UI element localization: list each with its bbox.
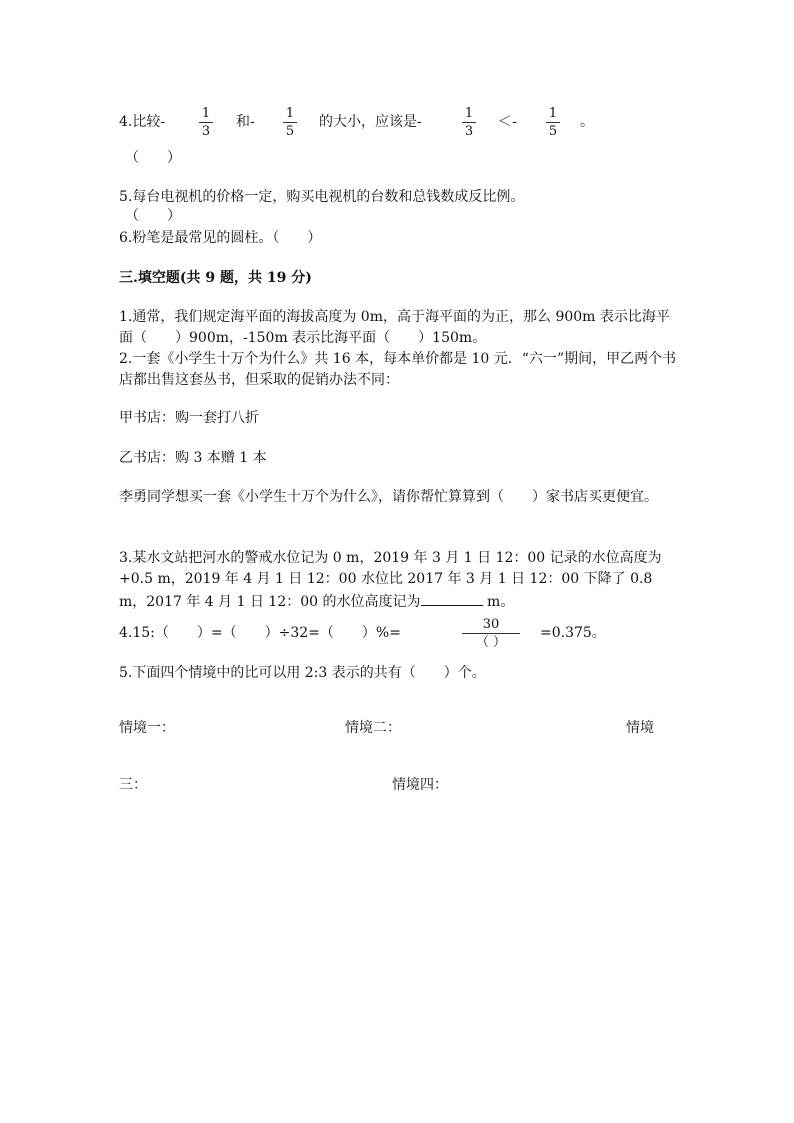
scenario-one-label: 情境一：: [119, 720, 175, 736]
fill-q3-text: 3.某水文站把河水的警戒水位记为 0 m，2019 年 3 月 1 日 12：00 记录的水位高度为+0.5 m，2019 年 4 月 1 日 12：00 水位比 2017 年 3 月 1 日 12：00 下降了 0.8 m，2017 年 4 月 1 日 12：00 的水位高度记为: [119, 550, 662, 610]
judge-q4-answer-paren[interactable]: （ ）: [125, 150, 181, 166]
fraction-numerator: 1: [285, 106, 295, 121]
fill-q2-shop-b: 乙书店：购 3 本赠 1 本: [119, 450, 267, 466]
judge-q4-and: 和-: [236, 114, 255, 130]
fraction-one-fifth-a: [282, 106, 298, 139]
scenario-two-label: 情境二：: [345, 720, 401, 736]
fraction-denominator[interactable]: （ ）: [475, 635, 507, 650]
judge-q5-answer-paren[interactable]: （ ）: [125, 208, 181, 224]
judge-q6-text[interactable]: 6.粉笔是最常见的圆柱。（ ）: [119, 230, 322, 246]
fraction-bar: [546, 122, 560, 123]
fraction-denominator: 3: [201, 124, 211, 139]
fraction-denominator: 5: [548, 124, 558, 139]
fraction-thirty-over-blank: [462, 617, 520, 650]
judge-q4-less-than: ＜-: [498, 114, 517, 130]
fill-q4-suffix: =0.375。: [540, 625, 606, 641]
fill-q3-answer-blank[interactable]: [421, 590, 483, 606]
fraction-one-third-a: [198, 106, 214, 139]
fill-q2-question: 李勇同学想买一套《小学生十万个为什么》，请你帮忙算算到（ ）家书店买更便宜。: [119, 489, 658, 505]
judge-q4-prefix: 4.比较-: [119, 114, 166, 130]
fill-q1-text: 1.通常，我们规定海平面的海拔高度为 0m，高于海平面的为正，那么 900m 表示比海平面（ ）900m，-150m 表示比海平面（ ）150m。: [119, 309, 670, 346]
fraction-denominator: 5: [285, 124, 295, 139]
fraction-bar: [462, 633, 520, 634]
scenario-four-label: 情境四：: [392, 777, 448, 793]
judge-q4-middle: 的大小，应该是-: [319, 114, 422, 130]
fraction-numerator: 30: [482, 617, 500, 632]
fraction-bar: [283, 122, 297, 123]
fraction-denominator: 3: [464, 124, 474, 139]
fill-q5-text: 5.下面四个情境中的比可以用 2:3 表示的共有（ ）个。: [119, 665, 486, 681]
fraction-bar: [462, 122, 476, 123]
judge-q5-text: 5.每台电视机的价格一定，购买电视机的台数和总钱数成反比例。: [119, 189, 525, 205]
scenario-three-label-part1: 情境: [626, 720, 654, 736]
fraction-one-third-b: [461, 106, 477, 139]
scenario-three-label-part2: 三：: [119, 777, 147, 793]
judge-q4-end: 。: [580, 114, 594, 130]
fraction-bar: [199, 122, 213, 123]
fill-q2-shop-a: 甲书店：购一套打八折: [119, 410, 259, 426]
fraction-numerator: 1: [201, 106, 211, 121]
section-title-fill-in: 三.填空题(共 9 题，共 19 分): [119, 270, 312, 286]
fill-q4-prefix: 4.15:（ ）=（ ）÷32=（ ）%=: [119, 625, 401, 641]
fill-q2-text: 2.一套《小学生十万个为什么》共 16 本，每本单价都是 10 元．“六一”期间，甲乙两个书店都出售这套丛书，但采取的促销办法不同：: [119, 351, 677, 388]
fraction-one-fifth-b: [545, 106, 561, 139]
fraction-numerator: 1: [464, 106, 474, 121]
fraction-numerator: 1: [548, 106, 558, 121]
fill-q3-unit: m。: [482, 594, 515, 610]
fill-q3-block: [119, 548, 679, 613]
